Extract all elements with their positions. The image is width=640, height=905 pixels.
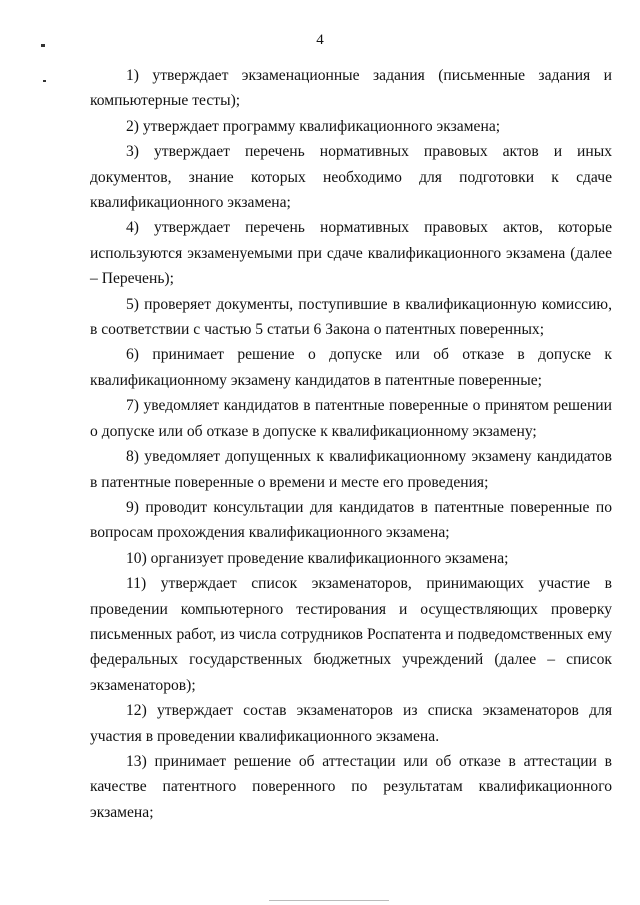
list-item: 5) проверяет документы, поступившие в квалификационную комиссию, в соответствии с частью 5 статьи 6 Закона о патентных поверенных; xyxy=(90,295,612,339)
list-item: 9) проводит консультации для кандидатов в патентные поверенные по вопросам прохождения квалификационного экзамена; xyxy=(90,498,612,542)
list-item: 1) утверждает экзаменационные задания (письменные задания и компьютерные тесты); xyxy=(90,67,612,110)
scan-artifact xyxy=(43,80,46,82)
page-number: 4 xyxy=(316,32,324,48)
list-item: 6) принимает решение о допуске или об отказе в допуске к квалификационному экзамену кандидатов в патентные поверенные; xyxy=(90,346,612,389)
list-item: 7) уведомляет кандидатов в патентные поверенные о принятом решении о допуске или об отказе в допуске к квалификационному экзамену; xyxy=(90,397,612,440)
list-item: 4) утверждает перечень нормативных правовых актов, которые используются экзаменуемыми при сдаче квалификационного экзамена (далее – Перечень); xyxy=(90,219,612,288)
list-item: 12) утверждает состав экзаменаторов из списка экзаменаторов для участия в проведении квалификационного экзамена. xyxy=(90,702,612,745)
document-body xyxy=(90,63,612,825)
list-item: 10) организует проведение квалификационного экзамена; xyxy=(126,549,509,567)
list-item: 3) утверждает перечень нормативных правовых актов и иных документов, знание которых необходимо для подготовки к сдаче квалификационного экзамена; xyxy=(90,143,612,212)
list-item: 8) уведомляет допущенных к квалификационному экзамену кандидатов в патентные поверенные о времени и месте его проведения; xyxy=(90,448,612,491)
list-item: 13) принимает решение об аттестации или об отказе в аттестации в качестве патентного поверенного по результатам квалификационного экзамена; xyxy=(90,752,612,821)
scan-artifact xyxy=(269,900,389,901)
list-item: 11) утверждает список экзаменаторов, принимающих участие в проведении компьютерного тестирования и осуществляющих проверку письменных работ, из числа сотрудников Роспатента и подведомственных ему федеральных государственных бюджетных учреждений (далее – список экзаменаторов); xyxy=(90,575,612,694)
list-item: 2) утверждает программу квалификационного экзамена; xyxy=(126,117,501,135)
